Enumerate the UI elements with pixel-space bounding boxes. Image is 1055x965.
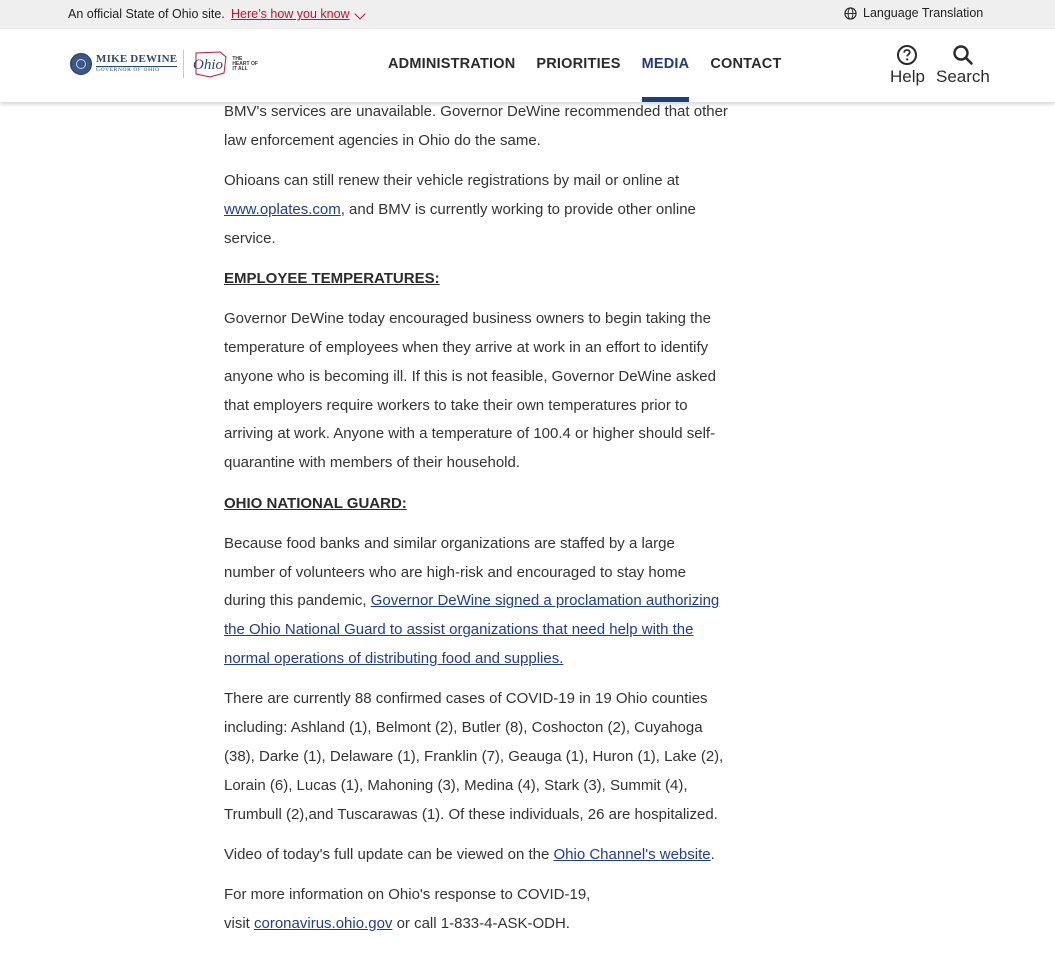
- paragraph-confirmed-cases: There are currently 88 confirmed cases of COVID-19 in 19 Ohio counties including: Ashland (1), Belmont (2), Butler (8), Coshocton (2), Cuyahoga (38), Darke (1), Delaware (1), Franklin (7), Geauga (1), Huron (1), Lake (2), Lorain (6), Lucas (1), Mahoning (3), Medina (4), Stark (3), Summit (4), Trumbull (2),and Tuscarawas (1). Of these individuals, 26 are hospitalized.: [224, 690, 724, 823]
- logo-tagline: THE HEART OF IT ALL: [232, 55, 258, 72]
- heading-ohio-national-guard: OHIO NATIONAL GUARD:: [224, 494, 407, 512]
- official-site-text: An official State of Ohio site.: [68, 7, 225, 21]
- chevron-down-icon[interactable]: [354, 8, 365, 19]
- nav-media[interactable]: MEDIA: [642, 29, 690, 102]
- nav-priorities[interactable]: PRIORITIES: [536, 56, 621, 72]
- paragraph-bmv-services: BMV's services are unavailable. Governor DeWine recommended that other law enforcement agencies in Ohio do the same.: [224, 103, 728, 149]
- article-body: [224, 98, 729, 950]
- globe-icon: [844, 7, 857, 20]
- logo-divider: [183, 50, 184, 78]
- ohio-channel-link[interactable]: Ohio Channel's website: [553, 845, 711, 863]
- help-label: Help: [890, 67, 925, 86]
- search-label: Search: [936, 67, 990, 86]
- nav-administration[interactable]: ADMINISTRATION: [388, 56, 516, 72]
- search-button[interactable]: [936, 44, 990, 87]
- how-you-know-link[interactable]: Here’s how you know: [231, 7, 350, 21]
- paragraph-more-info: For more information on Ohio's response to COVID-19, visit coronavirus.ohio.gov or call 1-833-4-ASK-ODH.: [224, 886, 591, 932]
- governor-logo[interactable]: [70, 49, 260, 79]
- heading-employee-temperatures: EMPLOYEE TEMPERATURES:: [224, 269, 440, 287]
- governor-name: MIKE DEWINE: [96, 53, 178, 65]
- language-translation-label: Language Translation: [863, 6, 984, 20]
- language-translation-button[interactable]: [844, 6, 983, 20]
- help-icon: [896, 44, 918, 66]
- paragraph-employee-temperatures: Governor DeWine today encouraged business owners to begin taking the temperature of employees when they arrive at work in an effort to identify anyone who is becoming ill. If this is not feasible, Governor DeWine asked that employers require workers to take their own temperatures prior to arriving at work. Anyone with a temperature of 100.4 or higher should self-quarantine with members of their household.: [224, 310, 716, 472]
- paragraph-video-update: Video of today's full update can be viewed on the Ohio Channel's website.: [224, 845, 715, 863]
- paragraph-national-guard: Because food banks and similar organizations are staffed by a large number of volunteers who are high-risk and encouraged to stay home during this pandemic, Governor DeWine signed a proclamation authorizing the Ohio National Guard to assist organizations that need help with the normal operations of distributing food and supplies.: [224, 534, 720, 668]
- paragraph-oplates: Ohioans can still renew their vehicle registrations by mail or online at www.oplates.com, and BMV is currently working to provide other online service.: [224, 172, 696, 247]
- ohio-seal-icon: [70, 53, 92, 75]
- help-button[interactable]: [890, 44, 925, 87]
- oplates-link[interactable]: www.oplates.com: [224, 200, 341, 218]
- ohio-wordmark-logo: [190, 49, 230, 79]
- proclamation-link[interactable]: Governor DeWine signed a proclamation authorizing the Ohio National Guard to assist organizations that need help with the normal operations of distributing food and supplies.: [224, 592, 720, 668]
- nav-contact[interactable]: CONTACT: [710, 56, 782, 72]
- main-nav: [388, 29, 803, 102]
- coronavirus-site-link[interactable]: coronavirus.ohio.gov: [254, 914, 393, 932]
- official-site-banner: [0, 0, 1055, 29]
- site-header: [0, 29, 1055, 102]
- search-icon: [952, 44, 974, 66]
- governor-title: GOVERNOR OF OHIO: [96, 66, 177, 74]
- ohio-wordmark: Ohio: [193, 57, 224, 73]
